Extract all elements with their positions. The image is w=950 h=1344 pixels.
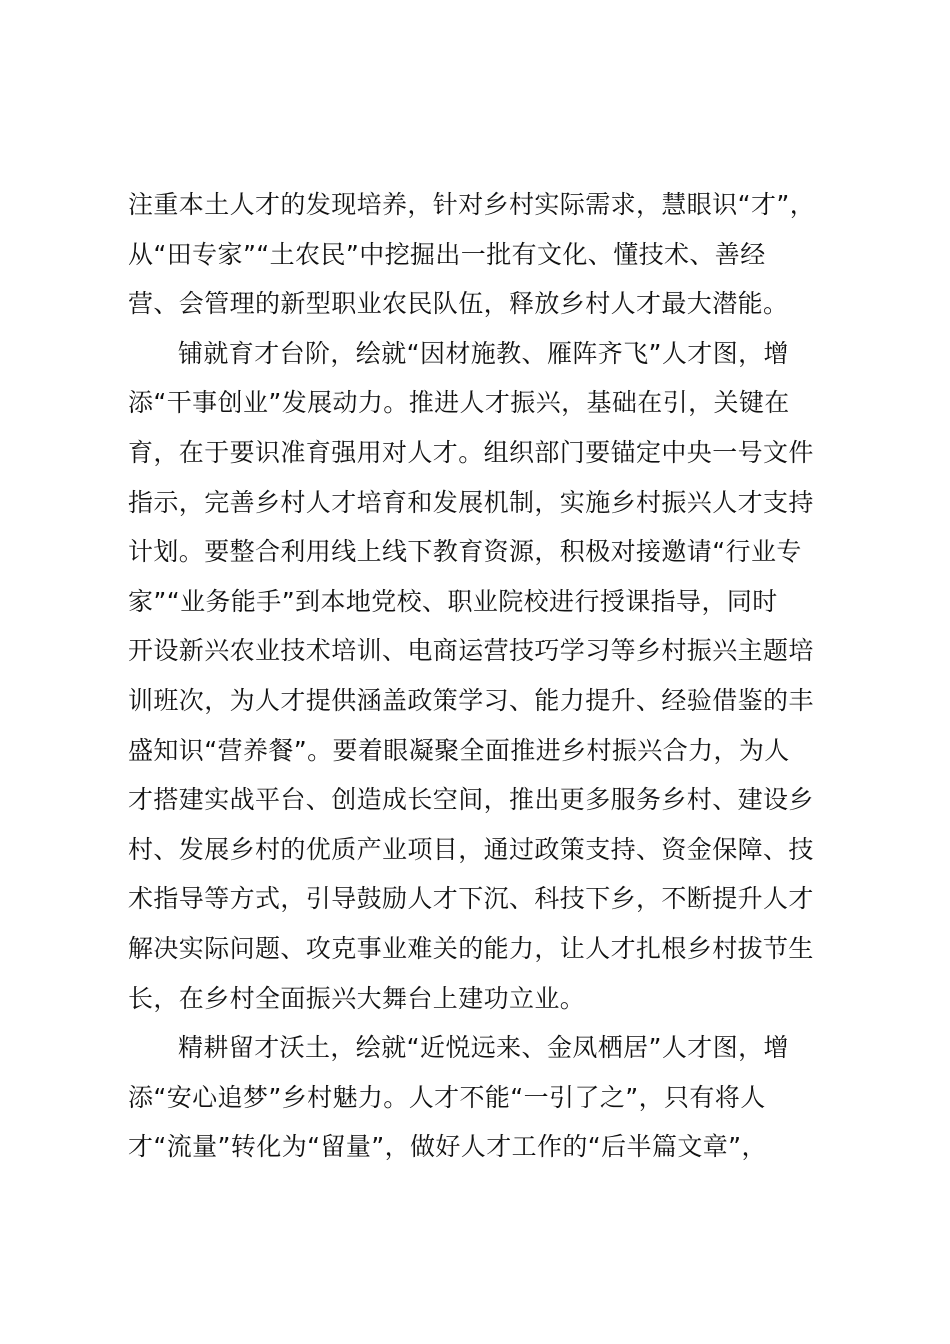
paragraph-2 [128,329,838,1023]
paragraph-line: 指示，完善乡村人才培育和发展机制，实施乡村振兴人才支持 [128,487,814,517]
paragraph-line: 计划。要整合利用线上线下教育资源，积极对接邀请“行业专 [128,537,802,567]
paragraph-line: 精耕留才沃土，绘就“近悦远来、金凤栖居”人才图，增 [178,1033,789,1063]
paragraph-line: 添“安心追梦”乡村魅力。人才不能“一引了之”，只有将人 [128,1082,766,1112]
paragraph-line: 从“田专家”“土农民”中挖掘出一批有文化、懂技术、善经 [128,239,766,269]
paragraph-line: 才搭建实战平台、创造成长空间，推出更多服务乡村、建设乡 [128,785,814,815]
paragraph-line: 训班次，为人才提供涵盖政策学习、能力提升、经验借鉴的丰 [128,685,814,715]
paragraph-line: 才“流量”转化为“留量”，做好人才工作的“后半篇文章”， [128,1132,767,1162]
paragraph-line: 盛知识“营养餐”。要着眼凝聚全面推进乡村振兴合力，为人 [128,735,790,765]
paragraph-line: 育，在于要识准育强用对人才。组织部门要锚定中央一号文件 [128,437,814,467]
paragraph-line: 村、发展乡村的优质产业项目，通过政策支持、资金保障、技 [128,834,814,864]
paragraph-line: 注重本土人才的发现培养，针对乡村实际需求，慧眼识“才”， [128,190,816,219]
paragraph-3 [128,1023,838,1172]
document-body [128,180,838,1172]
paragraph-line: 添“干事创业”发展动力。推进人才振兴，基础在引，关键在 [128,388,790,418]
paragraph-line: 长，在乡村全面振兴大舞台上建功立业。 [128,983,586,1013]
paragraph-line: 铺就育才台阶，绘就“因材施教、雁阵齐飞”人才图，增 [178,338,789,368]
paragraph-line: 营、会管理的新型职业农民队伍，释放乡村人才最大潜能。 [128,289,789,319]
paragraph-line: 开设新兴农业技术培训、电商运营技巧学习等乡村振兴主题培 [128,636,814,666]
paragraph-line: 家”“业务能手”到本地党校、职业院校进行授课指导，同时 [128,586,778,616]
paragraph-line: 解决实际问题、攻克事业难关的能力，让人才扎根乡村拔节生 [128,933,814,963]
paragraph-line: 术指导等方式，引导鼓励人才下沉、科技下乡，不断提升人才 [128,884,814,914]
paragraph-1 [128,180,838,329]
